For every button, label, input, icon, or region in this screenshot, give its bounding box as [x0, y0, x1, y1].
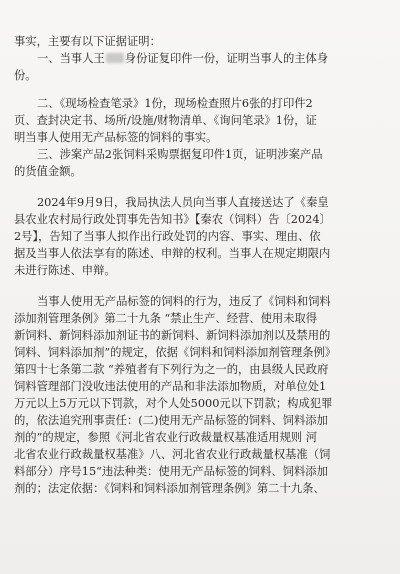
- text-line: 第四十七条第二款 “养殖者有下列行为之一的，由县级人民政府: [14, 363, 329, 376]
- text-line: 的货值金额。: [14, 165, 82, 178]
- paragraph-spacer: [14, 84, 388, 95]
- text-line: 份。: [14, 69, 37, 82]
- text-line: 2024年9月9日，我局执法人员向当事人直接送达了《秦皇: [37, 196, 329, 209]
- text-line: 当事人使用无产品标签的饲料的行为，违反了《饲料和饲料: [37, 295, 331, 308]
- paragraph-spacer: [14, 180, 388, 194]
- text-fragment: 身份证复印件一份，证明当事人的主体身: [124, 52, 329, 65]
- text-line: 饲料管理部门没收违法使用的产品和非法添加物质，对单位处1: [14, 380, 327, 393]
- text-line: 2号】，告知了当事人拟作出行政处罚的内容、事实、理由、依: [14, 230, 321, 243]
- text-line: 县农业农村局行政处罚事先告知书》【秦农（饲料）告〔2024〕: [14, 213, 331, 226]
- text-line: 三、涉案产品2张饲料采购票据复印件1页，证明涉案产品: [37, 148, 323, 161]
- text-line: 饲料、饲料添加剂”的规定，依据《饲料和饲料添加剂管理条例》: [14, 346, 337, 359]
- text-line: 剂的”的规定，参照《河北省农业行政裁量权基准适用规则 河: [14, 431, 318, 444]
- text-line: 据及当事人依法享有的陈述、申辩的权利。当事人在规定期限内: [14, 247, 331, 260]
- text-line: 未进行陈述、申辩。: [14, 264, 116, 277]
- text-line: 的，依法追究刑事责任：(二)使用无产品标签的饲料、饲料添加: [14, 414, 328, 427]
- text-line: 新饲料、新饲料添加剂证书的新饲料、新饲料添加剂以及禁用的: [14, 329, 331, 342]
- paragraph-spacer: [14, 279, 388, 293]
- text-line: 页、查封决定书、场所/设施/财物清单、《询问笔录》1份，证: [14, 114, 317, 127]
- text-line: 万元以上5万元以下罚款，对个人处5000元以下罚款；构成犯罪: [14, 397, 333, 410]
- text-line: 料部分）序号15“违法种类：使用无产品标签的饲料、饲料添加: [14, 465, 328, 478]
- text-line: 添加剂管理条例》第二十九条 “禁止生产、经营、使用未取得: [14, 312, 318, 325]
- document-body: [14, 33, 388, 497]
- text-fragment: 一、当事人王: [37, 52, 105, 65]
- text-line: 北省农业行政裁量权基准》八、河北省农业行政裁量权基准（饲: [14, 448, 331, 461]
- redaction-mark: [106, 53, 124, 63]
- text-line: 剂的；法定依据：《饲料和饲料添加剂管理条例》第二十九条、: [14, 482, 325, 495]
- text-line: 二、《现场检查笔录》1份，现场检查照片6张的打印件2: [37, 97, 313, 110]
- text-line: 明当事人使用无产品标签的饲料的事实。: [14, 131, 218, 144]
- text-line: 事实，主要有以下证据证明：: [14, 35, 161, 48]
- text-line: [14, 50, 388, 67]
